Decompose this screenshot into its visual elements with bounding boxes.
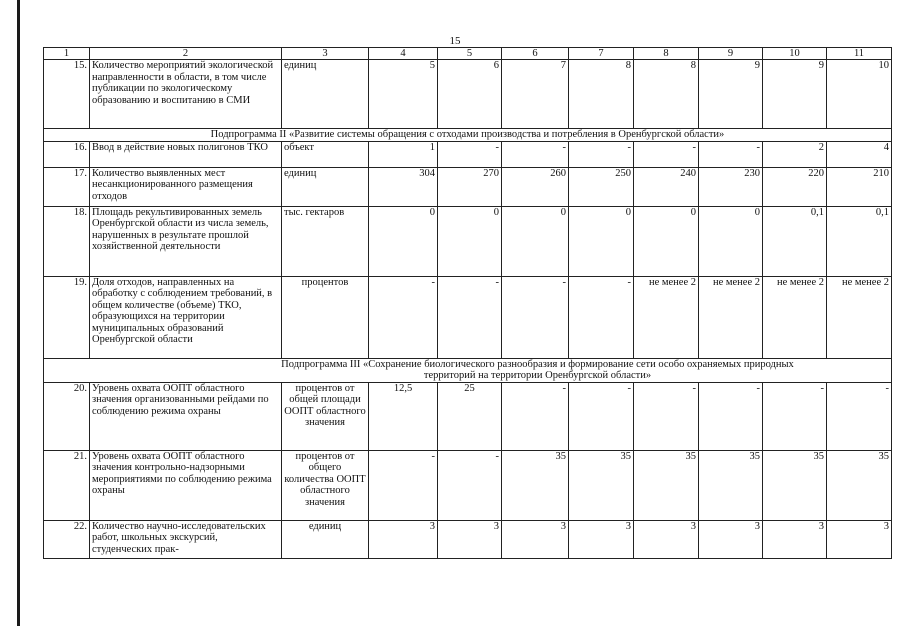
unit: единиц <box>282 60 369 129</box>
value-cell: 6 <box>438 60 502 129</box>
value-cell: - <box>763 382 827 450</box>
scan-edge-line <box>17 0 20 626</box>
row-number: 19. <box>44 276 90 358</box>
value-cell: 35 <box>502 450 569 520</box>
value-cell: - <box>438 276 502 358</box>
value-cell: 240 <box>634 167 699 206</box>
table-row <box>44 520 892 558</box>
value-cell: 35 <box>569 450 634 520</box>
unit: тыс. гектаров <box>282 206 369 276</box>
row-number: 16. <box>44 141 90 167</box>
value-cell: - <box>438 450 502 520</box>
row-number: 18. <box>44 206 90 276</box>
value-cell: - <box>369 450 438 520</box>
column-header: 7 <box>569 48 634 60</box>
table-row <box>44 382 892 450</box>
unit: объект <box>282 141 369 167</box>
value-cell: - <box>438 141 502 167</box>
column-header: 8 <box>634 48 699 60</box>
value-cell: 304 <box>369 167 438 206</box>
value-cell: 3 <box>699 520 763 558</box>
value-cell: 35 <box>827 450 892 520</box>
table-row <box>44 450 892 520</box>
row-number: 21. <box>44 450 90 520</box>
value-cell: 270 <box>438 167 502 206</box>
value-cell: - <box>569 141 634 167</box>
row-number: 22. <box>44 520 90 558</box>
value-cell: 0,1 <box>827 206 892 276</box>
value-cell: не менее 2 <box>827 276 892 358</box>
value-cell: 3 <box>827 520 892 558</box>
unit: процентов <box>282 276 369 358</box>
value-cell: 1 <box>369 141 438 167</box>
unit: единиц <box>282 167 369 206</box>
value-cell: 210 <box>827 167 892 206</box>
value-cell: - <box>569 382 634 450</box>
value-cell: 9 <box>699 60 763 129</box>
value-cell: не менее 2 <box>763 276 827 358</box>
unit: процентов от общей площади ООПТ областного значения <box>282 382 369 450</box>
value-cell: 0 <box>502 206 569 276</box>
value-cell: - <box>502 141 569 167</box>
value-cell: 10 <box>827 60 892 129</box>
indicator-name: Количество мероприятий экологической направленности в области, в том числе публикации по экологическому образованию и воспитанию в СМИ <box>90 60 282 129</box>
value-cell: - <box>827 382 892 450</box>
column-header: 6 <box>502 48 569 60</box>
value-cell: 0 <box>699 206 763 276</box>
value-cell: - <box>699 382 763 450</box>
page-number: 15 <box>449 35 461 47</box>
value-cell: 5 <box>369 60 438 129</box>
subprogram-title: Подпрограмма II «Развитие системы обращения с отходами производства и потребления в Оренбургской области» <box>44 129 892 142</box>
value-cell: 12,5 <box>369 382 438 450</box>
unit: единиц <box>282 520 369 558</box>
value-cell: 8 <box>634 60 699 129</box>
column-header: 3 <box>282 48 369 60</box>
table-row <box>44 60 892 129</box>
unit: процентов от общего количества ООПТ областного значения <box>282 450 369 520</box>
value-cell: 35 <box>699 450 763 520</box>
column-header: 4 <box>369 48 438 60</box>
table-row <box>44 141 892 167</box>
value-cell: 3 <box>438 520 502 558</box>
column-header: 11 <box>827 48 892 60</box>
indicator-name: Уровень охвата ООПТ областного значения организованными рейдами по соблюдению режима охраны <box>90 382 282 450</box>
row-number: 20. <box>44 382 90 450</box>
value-cell: 220 <box>763 167 827 206</box>
column-header: 9 <box>699 48 763 60</box>
column-number-row <box>44 48 892 60</box>
value-cell: - <box>634 141 699 167</box>
indicators-table <box>43 47 892 559</box>
column-header: 5 <box>438 48 502 60</box>
value-cell: - <box>502 276 569 358</box>
column-header: 1 <box>44 48 90 60</box>
value-cell: 260 <box>502 167 569 206</box>
value-cell: 4 <box>827 141 892 167</box>
value-cell: 3 <box>569 520 634 558</box>
subprogram-row <box>44 358 892 382</box>
indicator-name: Площадь рекультивированных земель Оренбургской области из числа земель, нарушенных в результате прошлой хозяйственной деятельности <box>90 206 282 276</box>
value-cell: - <box>634 382 699 450</box>
value-cell: 35 <box>634 450 699 520</box>
table-row <box>44 167 892 206</box>
row-number: 15. <box>44 60 90 129</box>
row-number: 17. <box>44 167 90 206</box>
value-cell: - <box>502 382 569 450</box>
value-cell: 0 <box>569 206 634 276</box>
value-cell: 3 <box>763 520 827 558</box>
value-cell: - <box>369 276 438 358</box>
value-cell: 3 <box>634 520 699 558</box>
indicator-name: Доля отходов, направленных на обработку с соблюдением требований, в общем количестве (объеме) ТКО, образующихся на территории муниципальных образований Оренбургской области <box>90 276 282 358</box>
value-cell: 8 <box>569 60 634 129</box>
value-cell: 230 <box>699 167 763 206</box>
value-cell: 0,1 <box>763 206 827 276</box>
subprogram-row <box>44 129 892 142</box>
value-cell: - <box>699 141 763 167</box>
value-cell: 3 <box>502 520 569 558</box>
value-cell: 0 <box>438 206 502 276</box>
value-cell: 2 <box>763 141 827 167</box>
value-cell: - <box>569 276 634 358</box>
value-cell: 25 <box>438 382 502 450</box>
value-cell: 0 <box>369 206 438 276</box>
value-cell: 35 <box>763 450 827 520</box>
value-cell: 250 <box>569 167 634 206</box>
column-header: 2 <box>90 48 282 60</box>
indicator-name: Количество научно-исследовательских работ, школьных экскурсий, студенческих прак- <box>90 520 282 558</box>
value-cell: не менее 2 <box>699 276 763 358</box>
column-header: 10 <box>763 48 827 60</box>
value-cell: 3 <box>369 520 438 558</box>
value-cell: не менее 2 <box>634 276 699 358</box>
value-cell: 0 <box>634 206 699 276</box>
indicator-name: Уровень охвата ООПТ областного значения контрольно-надзорными мероприятиями по соблюдению режима охраны <box>90 450 282 520</box>
subprogram-title: Подпрограмма III «Сохранение биологического разнообразия и формирование сети особо охраняемых природных территорий на территории Оренбургской области» <box>44 358 892 382</box>
indicator-name: Количество выявленных мест несанкционированного размещения отходов <box>90 167 282 206</box>
table-row <box>44 206 892 276</box>
value-cell: 7 <box>502 60 569 129</box>
indicator-name: Ввод в действие новых полигонов ТКО <box>90 141 282 167</box>
table-row <box>44 276 892 358</box>
value-cell: 9 <box>763 60 827 129</box>
